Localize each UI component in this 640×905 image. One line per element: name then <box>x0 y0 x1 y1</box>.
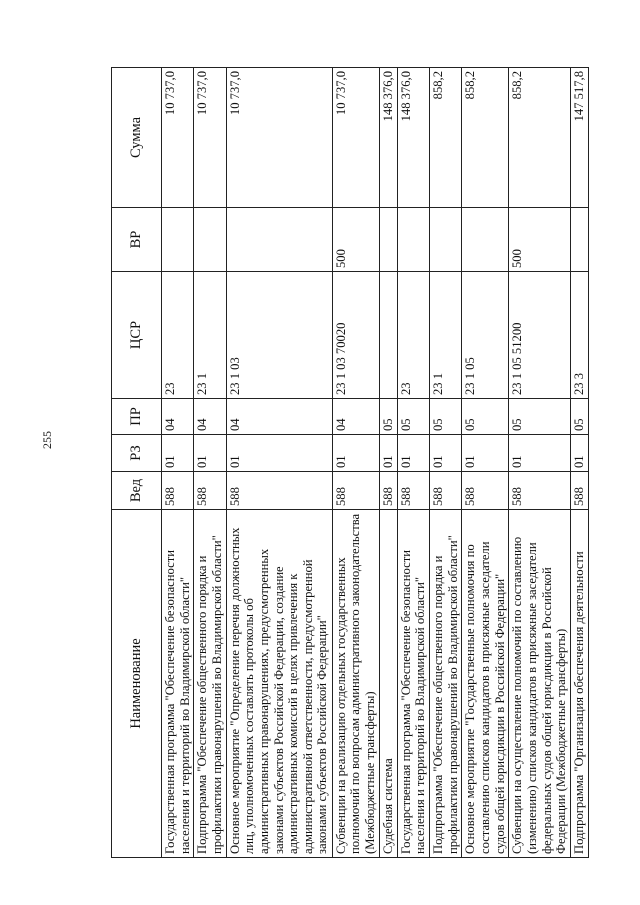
cell-sum: 10 737,0 <box>332 68 379 208</box>
cell-ved: 588 <box>194 472 226 510</box>
cell-name: Подпрограмма "Обеспечение общественного порядка и профилактики правонарушений во Владимирской области" <box>194 510 226 858</box>
cell-vr <box>379 208 397 272</box>
cell-csr: 23 <box>397 272 429 399</box>
cell-vr: 500 <box>509 208 571 272</box>
cell-rz: 01 <box>194 435 226 472</box>
cell-pr: 05 <box>571 399 589 435</box>
cell-ved: 588 <box>509 472 571 510</box>
table-row <box>194 68 226 858</box>
cell-sum: 10 737,0 <box>194 68 226 208</box>
cell-ved: 588 <box>397 472 429 510</box>
header-name: Наименование <box>112 510 162 858</box>
cell-rz: 01 <box>571 435 589 472</box>
cell-sum: 858,2 <box>462 68 509 208</box>
cell-vr <box>194 208 226 272</box>
cell-rz: 01 <box>379 435 397 472</box>
cell-sum: 858,2 <box>509 68 571 208</box>
cell-name: Основное мероприятие "Государственные полномочия по составлению списков кандидатов в присяжные заседатели судов общей юрисдикции в Российской Федерации" <box>462 510 509 858</box>
cell-pr: 05 <box>379 399 397 435</box>
cell-pr: 04 <box>332 399 379 435</box>
page-number: 255 <box>40 431 54 449</box>
header-vr: ВР <box>112 208 162 272</box>
cell-pr: 05 <box>429 399 461 435</box>
cell-ved: 588 <box>379 472 397 510</box>
table-row <box>162 68 194 858</box>
rotated-table-container <box>111 68 589 858</box>
table-header-row <box>112 68 162 858</box>
cell-ved: 588 <box>162 472 194 510</box>
cell-name: Государственная программа "Обеспечение безопасности населения и территорий во Владимирской области" <box>162 510 194 858</box>
cell-sum: 148 376,0 <box>379 68 397 208</box>
cell-rz: 01 <box>462 435 509 472</box>
cell-pr: 05 <box>462 399 509 435</box>
cell-name: Основное мероприятие "Определение перечня должностных лиц, уполномоченных составлять протоколы об административных правонарушениях, предусмотренных законами субъектов Российской Федерации, создание административных комиссий в целях привлечения к административной ответственности, предусмотренной законами субъектов Российской Федерации" <box>226 510 332 858</box>
cell-pr: 04 <box>194 399 226 435</box>
cell-name: Субвенции на реализацию отдельных государственных полномочий по вопросам административного законодательства (Межбюджетные трансферты) <box>332 510 379 858</box>
cell-vr <box>226 208 332 272</box>
cell-sum: 10 737,0 <box>226 68 332 208</box>
table-row <box>509 68 571 858</box>
cell-rz: 01 <box>429 435 461 472</box>
cell-rz: 01 <box>397 435 429 472</box>
cell-ved: 588 <box>462 472 509 510</box>
cell-name: Государственная программа "Обеспечение безопасности населения и территорий во Владимирской области" <box>397 510 429 858</box>
cell-rz: 01 <box>332 435 379 472</box>
cell-pr: 05 <box>509 399 571 435</box>
cell-csr: 23 <box>162 272 194 399</box>
header-csr: ЦСР <box>112 272 162 399</box>
cell-ved: 588 <box>226 472 332 510</box>
cell-vr <box>397 208 429 272</box>
cell-vr <box>429 208 461 272</box>
cell-csr: 23 3 <box>571 272 589 399</box>
table-row <box>397 68 429 858</box>
cell-vr <box>462 208 509 272</box>
cell-ved: 588 <box>571 472 589 510</box>
cell-ved: 588 <box>429 472 461 510</box>
cell-vr <box>162 208 194 272</box>
table-row <box>332 68 379 858</box>
cell-name: Субвенции на осуществление полномочий по составлению (изменению) списков кандидатов в присяжные заседатели федеральных судов общей юрисдикции в Российской Федерации (Межбюджетные трансферты) <box>509 510 571 858</box>
cell-rz: 01 <box>226 435 332 472</box>
cell-ved: 588 <box>332 472 379 510</box>
cell-pr: 04 <box>162 399 194 435</box>
cell-rz: 01 <box>509 435 571 472</box>
cell-sum: 147 517,8 <box>571 68 589 208</box>
table-row <box>379 68 397 858</box>
table-row <box>462 68 509 858</box>
cell-name: Подпрограмма "Обеспечение общественного порядка и профилактики правонарушений во Владимирской области" <box>429 510 461 858</box>
header-pr: ПР <box>112 399 162 435</box>
cell-csr <box>379 272 397 399</box>
cell-rz: 01 <box>162 435 194 472</box>
cell-csr: 23 1 03 <box>226 272 332 399</box>
table-row <box>226 68 332 858</box>
cell-sum: 148 376,0 <box>397 68 429 208</box>
cell-csr: 23 1 03 70020 <box>332 272 379 399</box>
cell-vr <box>571 208 589 272</box>
cell-sum: 10 737,0 <box>162 68 194 208</box>
cell-pr: 05 <box>397 399 429 435</box>
cell-sum: 858,2 <box>429 68 461 208</box>
cell-name: Подпрограмма "Организация обеспечения деятельности <box>571 510 589 858</box>
header-sum: Сумма <box>112 68 162 208</box>
cell-csr: 23 1 05 <box>462 272 509 399</box>
cell-name: Судебная система <box>379 510 397 858</box>
budget-table <box>111 67 589 858</box>
cell-csr: 23 1 <box>429 272 461 399</box>
header-ved: Вед <box>112 472 162 510</box>
cell-pr: 04 <box>226 399 332 435</box>
cell-csr: 23 1 <box>194 272 226 399</box>
table-row <box>429 68 461 858</box>
cell-vr: 500 <box>332 208 379 272</box>
header-rz: РЗ <box>112 435 162 472</box>
cell-csr: 23 1 05 51200 <box>509 272 571 399</box>
table-row <box>571 68 589 858</box>
